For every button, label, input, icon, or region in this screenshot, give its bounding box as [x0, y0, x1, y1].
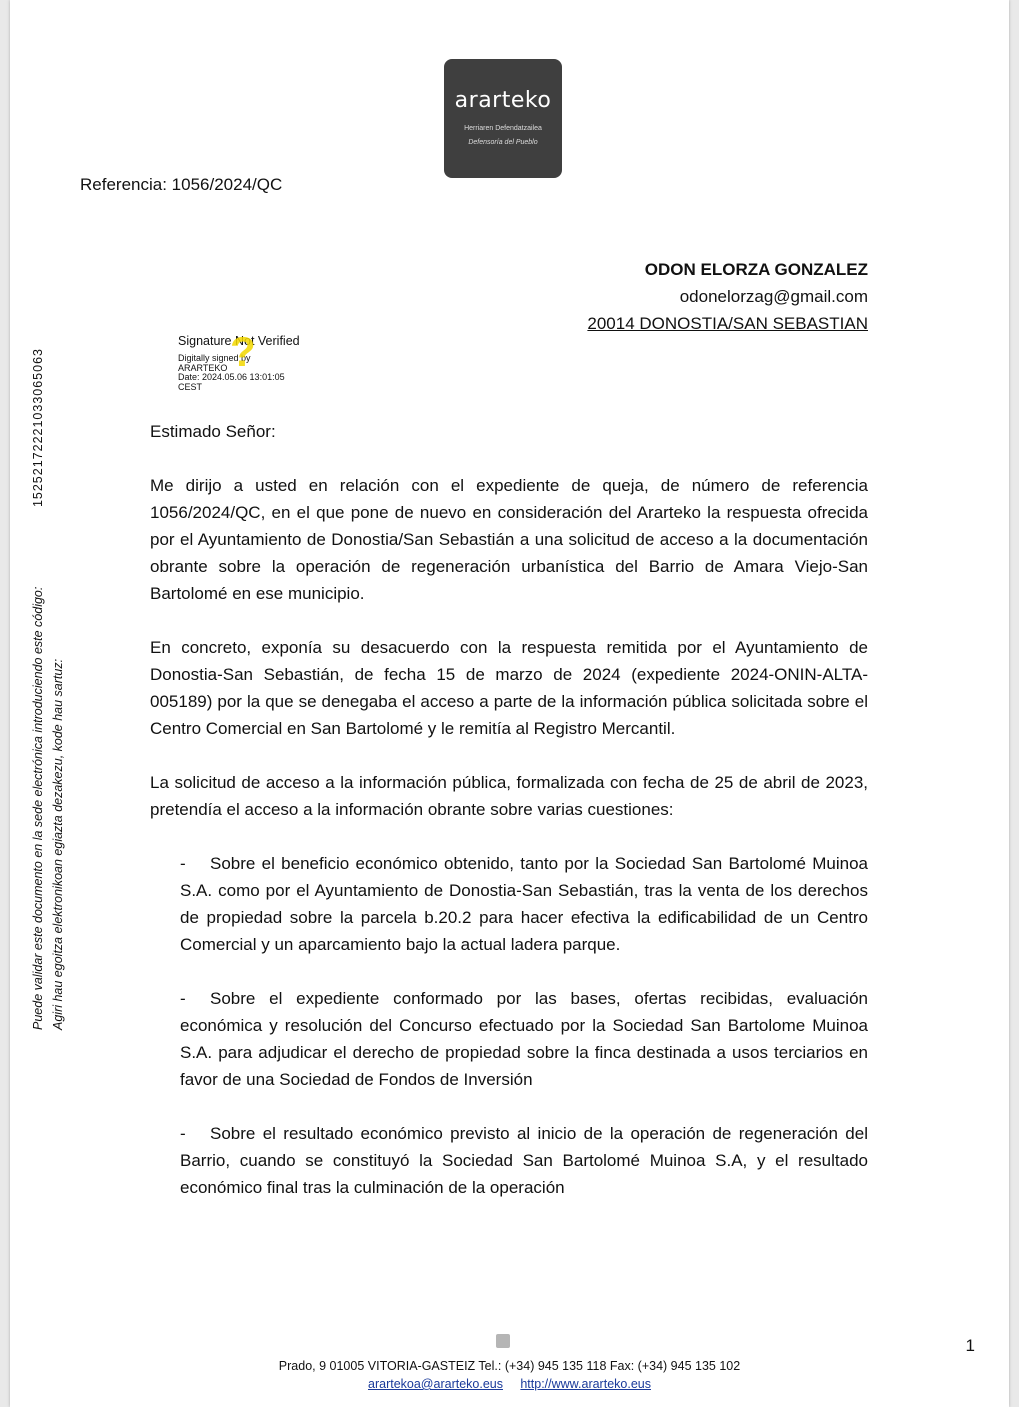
list-item	[180, 850, 868, 958]
signature-line: ARARTEKO	[178, 362, 228, 373]
signature-stamp	[178, 328, 338, 400]
list-dash: -	[180, 1124, 186, 1143]
validation-text-eu: Agiri hau egoitza elektronikoan egiazta dezakezu, kode hau sartuz:	[51, 658, 65, 1030]
footer-web-link[interactable]: http://www.ararteko.eus	[520, 1377, 651, 1391]
list-item-text: Sobre el resultado económico previsto al inicio de la operación de regeneración del Barrio, cuando se constituyó la Sociedad San Bartolomé Muinoa S.A, y el resultado económico final tras la culminación de la operación	[180, 1124, 868, 1197]
reference-number: Referencia: 1056/2024/QC	[80, 175, 283, 194]
footer-address: Prado, 9 01005 VITORIA-GASTEIZ Tel.: (+34) 945 135 118 Fax: (+34) 945 135 102	[278, 1359, 741, 1373]
paragraph: Me dirijo a usted en relación con el expediente de queja, de número de referencia 1056/2024/QC, en el que pone de nuevo en consideración del Ararteko la respuesta ofrecida por el Ayuntamiento de Donostia/San Sebastián a una solicitud de acceso a la documentación obrante sobre la operación de regeneración urbanística del Barrio de Amara Viejo-San Bartolomé en ese municipio.	[150, 476, 868, 603]
list-dash: -	[180, 854, 186, 873]
list-item-text: Sobre el expediente conformado por las bases, ofertas recibidas, evaluación económica y resolución del Concurso efectuado por la Sociedad San Bartolome Muinoa S.A. para adjudicar el derecho de propiedad sobre la finca destinada a usos terciarios en favor de una Sociedad de Fondos de Inversión	[180, 989, 868, 1089]
page-scroll-indicator[interactable]	[496, 1334, 510, 1348]
ararteko-logo	[444, 59, 562, 178]
logo-subtitle-eu: Herriaren Defendatzailea	[464, 125, 542, 132]
greeting: Estimado Señor:	[150, 422, 276, 441]
logo-subtitle-es: Defensoría del Pueblo	[468, 139, 538, 146]
recipient-email: odonelorzag@gmail.com	[679, 287, 868, 306]
recipient-name: ODON ELORZA GONZALEZ	[644, 260, 868, 279]
list-item	[180, 1120, 868, 1201]
list-item	[180, 985, 868, 1093]
paragraph: La solicitud de acceso a la información pública, formalizada con fecha de 25 de abril de 2023, pretendía el acceso a la información obrante sobre varias cuestiones:	[150, 773, 868, 819]
recipient-city: 20014 DONOSTIA/SAN SEBASTIAN	[587, 314, 868, 333]
footer	[10, 1357, 1009, 1393]
list-dash: -	[180, 989, 186, 1008]
validation-sidebar	[28, 330, 68, 1030]
signature-line: Digitally signed by	[178, 353, 251, 363]
list-item-text: Sobre el beneficio económico obtenido, tanto por la Sociedad San Bartolomé Muinoa S.A. como por el Ayuntamiento de Donostia-San Sebastián, tras la venta de los derechos de propiedad sobre la parcela b.20.2 para hacer efectiva la edificabilidad de un Centro Comercial y un aparcamiento bajo la actual ladera parque.	[180, 854, 868, 954]
document-page	[10, 0, 1009, 1407]
validation-text-es: Puede validar este documento en la sede electrónica introduciendo este código:	[31, 586, 45, 1030]
question-mark-icon: ?	[230, 328, 256, 375]
letter-body	[150, 418, 868, 1228]
signature-line: CEST	[178, 381, 203, 392]
signature-title: Signature Not Verified	[178, 334, 300, 348]
signature-line: Date: 2024.05.06 13:01:05	[178, 372, 285, 382]
validation-code: 15252172221033065063	[31, 348, 45, 508]
footer-email-link[interactable]: arartekoa@ararteko.eus	[368, 1377, 503, 1391]
recipient-block	[587, 256, 868, 337]
paragraph: En concreto, exponía su desacuerdo con la respuesta remitida por el Ayuntamiento de Donostia-San Sebastián, de fecha 15 de marzo de 2024 (expediente 2024-ONIN-ALTA-005189) por la que se denegaba el acceso a parte de la información pública solicitada sobre el Centro Comercial en San Bartolomé y le remitía al Registro Mercantil.	[150, 638, 868, 738]
page-number: 1	[965, 1336, 975, 1355]
logo-name: ararteko	[454, 88, 552, 113]
